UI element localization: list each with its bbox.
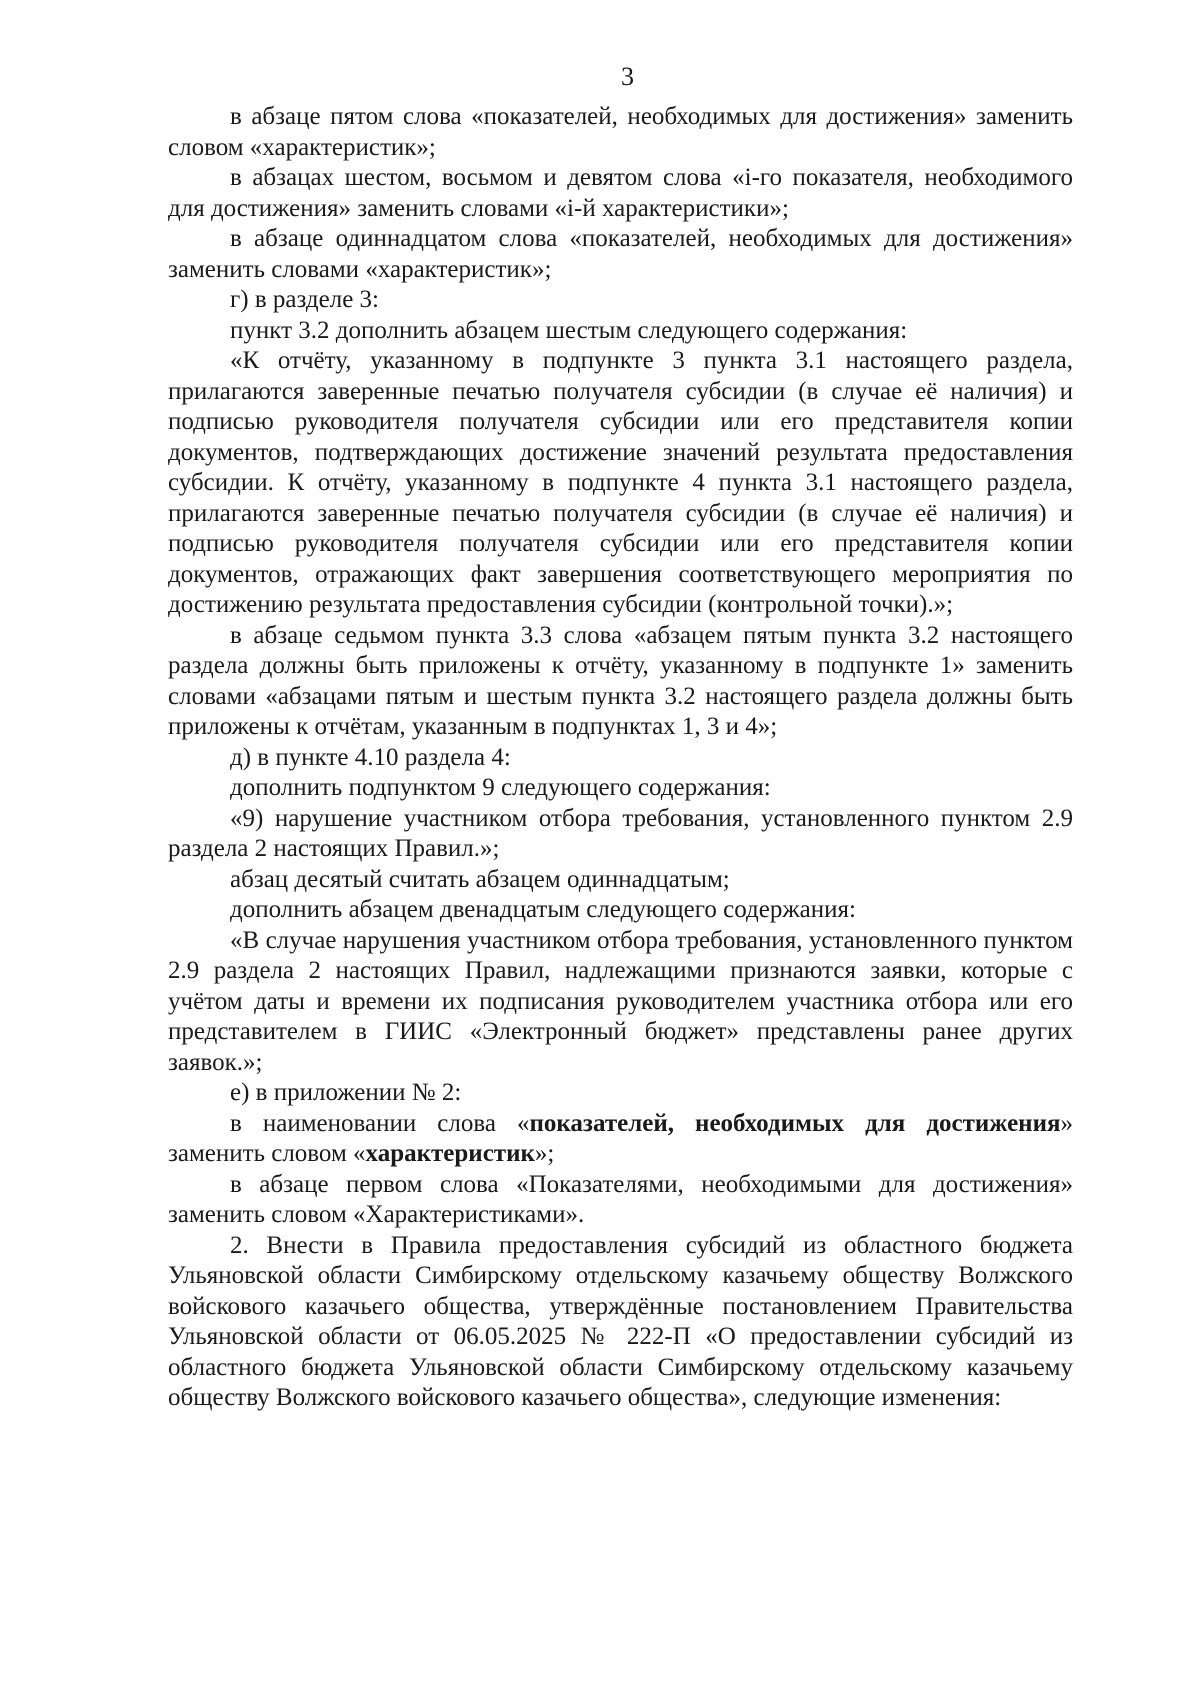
paragraph: е) в приложении № 2: [230, 1079, 462, 1106]
paragraph: в абзаце седьмом пункта 3.3 слова «абзацем пятым пункта 3.2 настоящего раздела должны быть приложены к отчёту, указанному в подпункте 1» заменить словами «абзацами пятым и шестым пункта 3.2 настоящего раздела должны быть приложены к отчётам, указанным в подпунктах 1, 3 и 4»; [168, 621, 1073, 740]
bold-fragment: характеристик [365, 1140, 535, 1167]
text-fragment: »; [534, 1140, 555, 1167]
text-fragment: » заменить словом « [168, 1109, 1073, 1167]
paragraph: дополнить подпунктом 9 следующего содержания: [230, 774, 771, 801]
paragraph: в абзаце первом слова «Показателями, необходимыми для достижения» заменить словом «Характеристиками». [168, 1170, 1073, 1228]
page-number: 3 [621, 62, 634, 91]
paragraph: «К отчёту, указанному в подпункте 3 пункта 3.1 настоящего раздела, прилагаются заверенные печатью получателя субсидии (в случае её наличия) и подписью руководителя получателя субсидии или его представителя копии документов, подтверждающих достижение значений результата предоставления субсидии. К отчёту, указанному в подпункте 4 пункта 3.1 настоящего раздела, прилагаются заверенные печатью получателя субсидии (в случае её наличия) и подписью руководителя получателя субсидии или его представителя копии документов, отражающих факт завершения соответствующего мероприятия по достижению результата предоставления субсидии (контрольной точки).»; [168, 347, 1073, 618]
bold-fragment: показателей, необходимых для достижения [529, 1109, 1061, 1137]
paragraph: «9) нарушение участником отбора требования, установленного пунктом 2.9 раздела 2 настоящих Правил.»; [168, 804, 1073, 862]
paragraph: дополнить абзацем двенадцатым следующего содержания: [230, 896, 856, 923]
paragraph: 2. Внести в Правила предоставления субсидий из областного бюджета Ульяновской области Симбирскому отдельскому казачьему обществу Волжского войскового казачьего общества, утверждённые постановлением Правительства Ульяновской области от 06.05.2025 № 222-П «О предоставлении субсидий из областного бюджета Ульяновской области Симбирскому отдельскому казачьему обществу Волжского войскового казачьего общества», следующие изменения: [168, 1231, 1073, 1411]
paragraph: абзац десятый считать абзацем одиннадцатым; [230, 865, 730, 893]
paragraph: д) в пункте 4.10 раздела 4: [230, 743, 511, 771]
paragraph: «В случае нарушения участником отбора требования, установленного пунктом 2.9 раздела 2 настоящих Правил, надлежащими признаются заявки, которые с учётом даты и времени их подписания руководителем участника отбора или его представителем в ГИИС «Электронный бюджет» представлены ранее других заявок.»; [168, 926, 1073, 1076]
text-fragment: в наименовании слова « [230, 1109, 530, 1137]
paragraph: пункт 3.2 дополнить абзацем шестым следующего содержания: [230, 316, 908, 344]
paragraph: в абзаце пятом слова «показателей, необходимых для достижения» заменить словом «характеристик»; [168, 103, 1073, 161]
paragraph: в абзацах шестом, восьмом и девятом слова «i-го показателя, необходимого для достижения» заменить словами «i-й характеристики»; [168, 164, 1073, 222]
paragraph: г) в разделе 3: [230, 286, 379, 313]
paragraph-with-bold [168, 1109, 1073, 1170]
paragraph: в абзаце одиннадцатом слова «показателей, необходимых для достижения» заменить словами «характеристик»; [168, 225, 1073, 283]
document-body [168, 102, 1073, 1414]
